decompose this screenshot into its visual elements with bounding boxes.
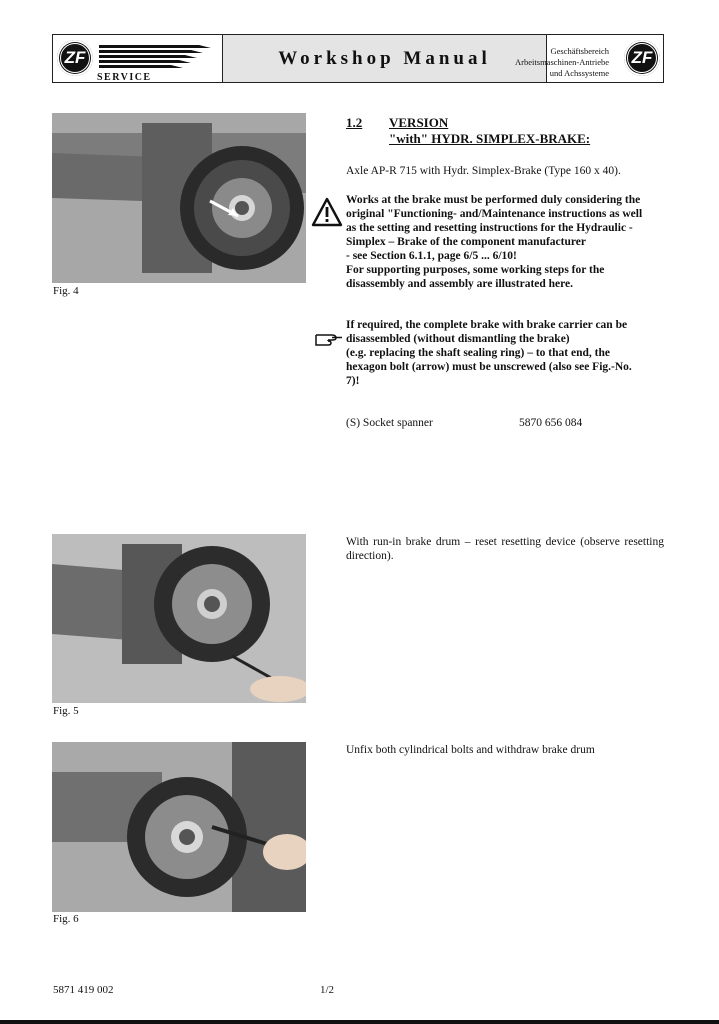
figure-5-photo <box>52 534 306 703</box>
speed-stripes-icon <box>99 43 211 69</box>
note-text: If required, the complete brake with brake carrier can be disassembled (without dismantling the brake) (e.g. replacing the shaft sealing ring) – to that end, the hexagon bolt (arrow) must be unscrewed (also see Fig.-No. 7)! <box>346 319 632 387</box>
division-cell <box>515 35 665 82</box>
manual-title-cell <box>223 35 547 82</box>
figure-6-photo <box>52 742 306 912</box>
service-label: SERVICE <box>97 72 152 83</box>
manual-title: Workshop Manual <box>278 47 491 69</box>
step-fig5-text: With run-in brake drum – reset resetting device (observe resetting direction). <box>346 536 664 562</box>
zf-service-logo <box>53 35 223 82</box>
tool-number: 5870 656 084 <box>519 417 583 429</box>
warning-text: Works at the brake must be performed duly considering the original "Functioning- and/Maintenance instructions as well as the setting and resetting instructions for the Hydraulic - Simplex – Brake of the component manufacturer - see Section 6.1.1, page 6/5 ... 6/10! For supporting purposes, some working steps for the disassembly and assembly are illustrated here. <box>346 194 643 290</box>
section-title-line1: VERSION <box>389 115 449 130</box>
zf-logo-icon: ZF <box>624 40 660 76</box>
figure-4-label: Fig. 4 <box>53 285 79 297</box>
pointing-hand-icon <box>314 330 344 348</box>
tool-label: (S) Socket spanner <box>346 417 433 429</box>
warning-triangle-icon <box>311 197 343 227</box>
figure-6-label: Fig. 6 <box>53 913 79 925</box>
section-title-line2: "with" HYDR. SIMPLEX-BRAKE: <box>389 131 591 146</box>
division-name: Geschäftsbereich Arbeitsmaschinen-Antriebe und Achssysteme <box>515 46 609 78</box>
figure-5-label: Fig. 5 <box>53 705 79 717</box>
figure-4-photo <box>52 113 306 283</box>
page-number: 1/2 <box>320 984 335 996</box>
doc-number: 5871 419 002 <box>53 984 114 996</box>
section-number: 1.2 <box>346 115 363 130</box>
zf-logo-icon: ZF <box>57 40 93 76</box>
step-fig6-text: Unfix both cylindrical bolts and withdraw brake drum <box>346 744 595 756</box>
page-header <box>52 34 664 83</box>
bottom-rule <box>0 1020 719 1024</box>
intro-text: Axle AP-R 715 with Hydr. Simplex-Brake (Type 160 x 40). <box>346 165 621 177</box>
